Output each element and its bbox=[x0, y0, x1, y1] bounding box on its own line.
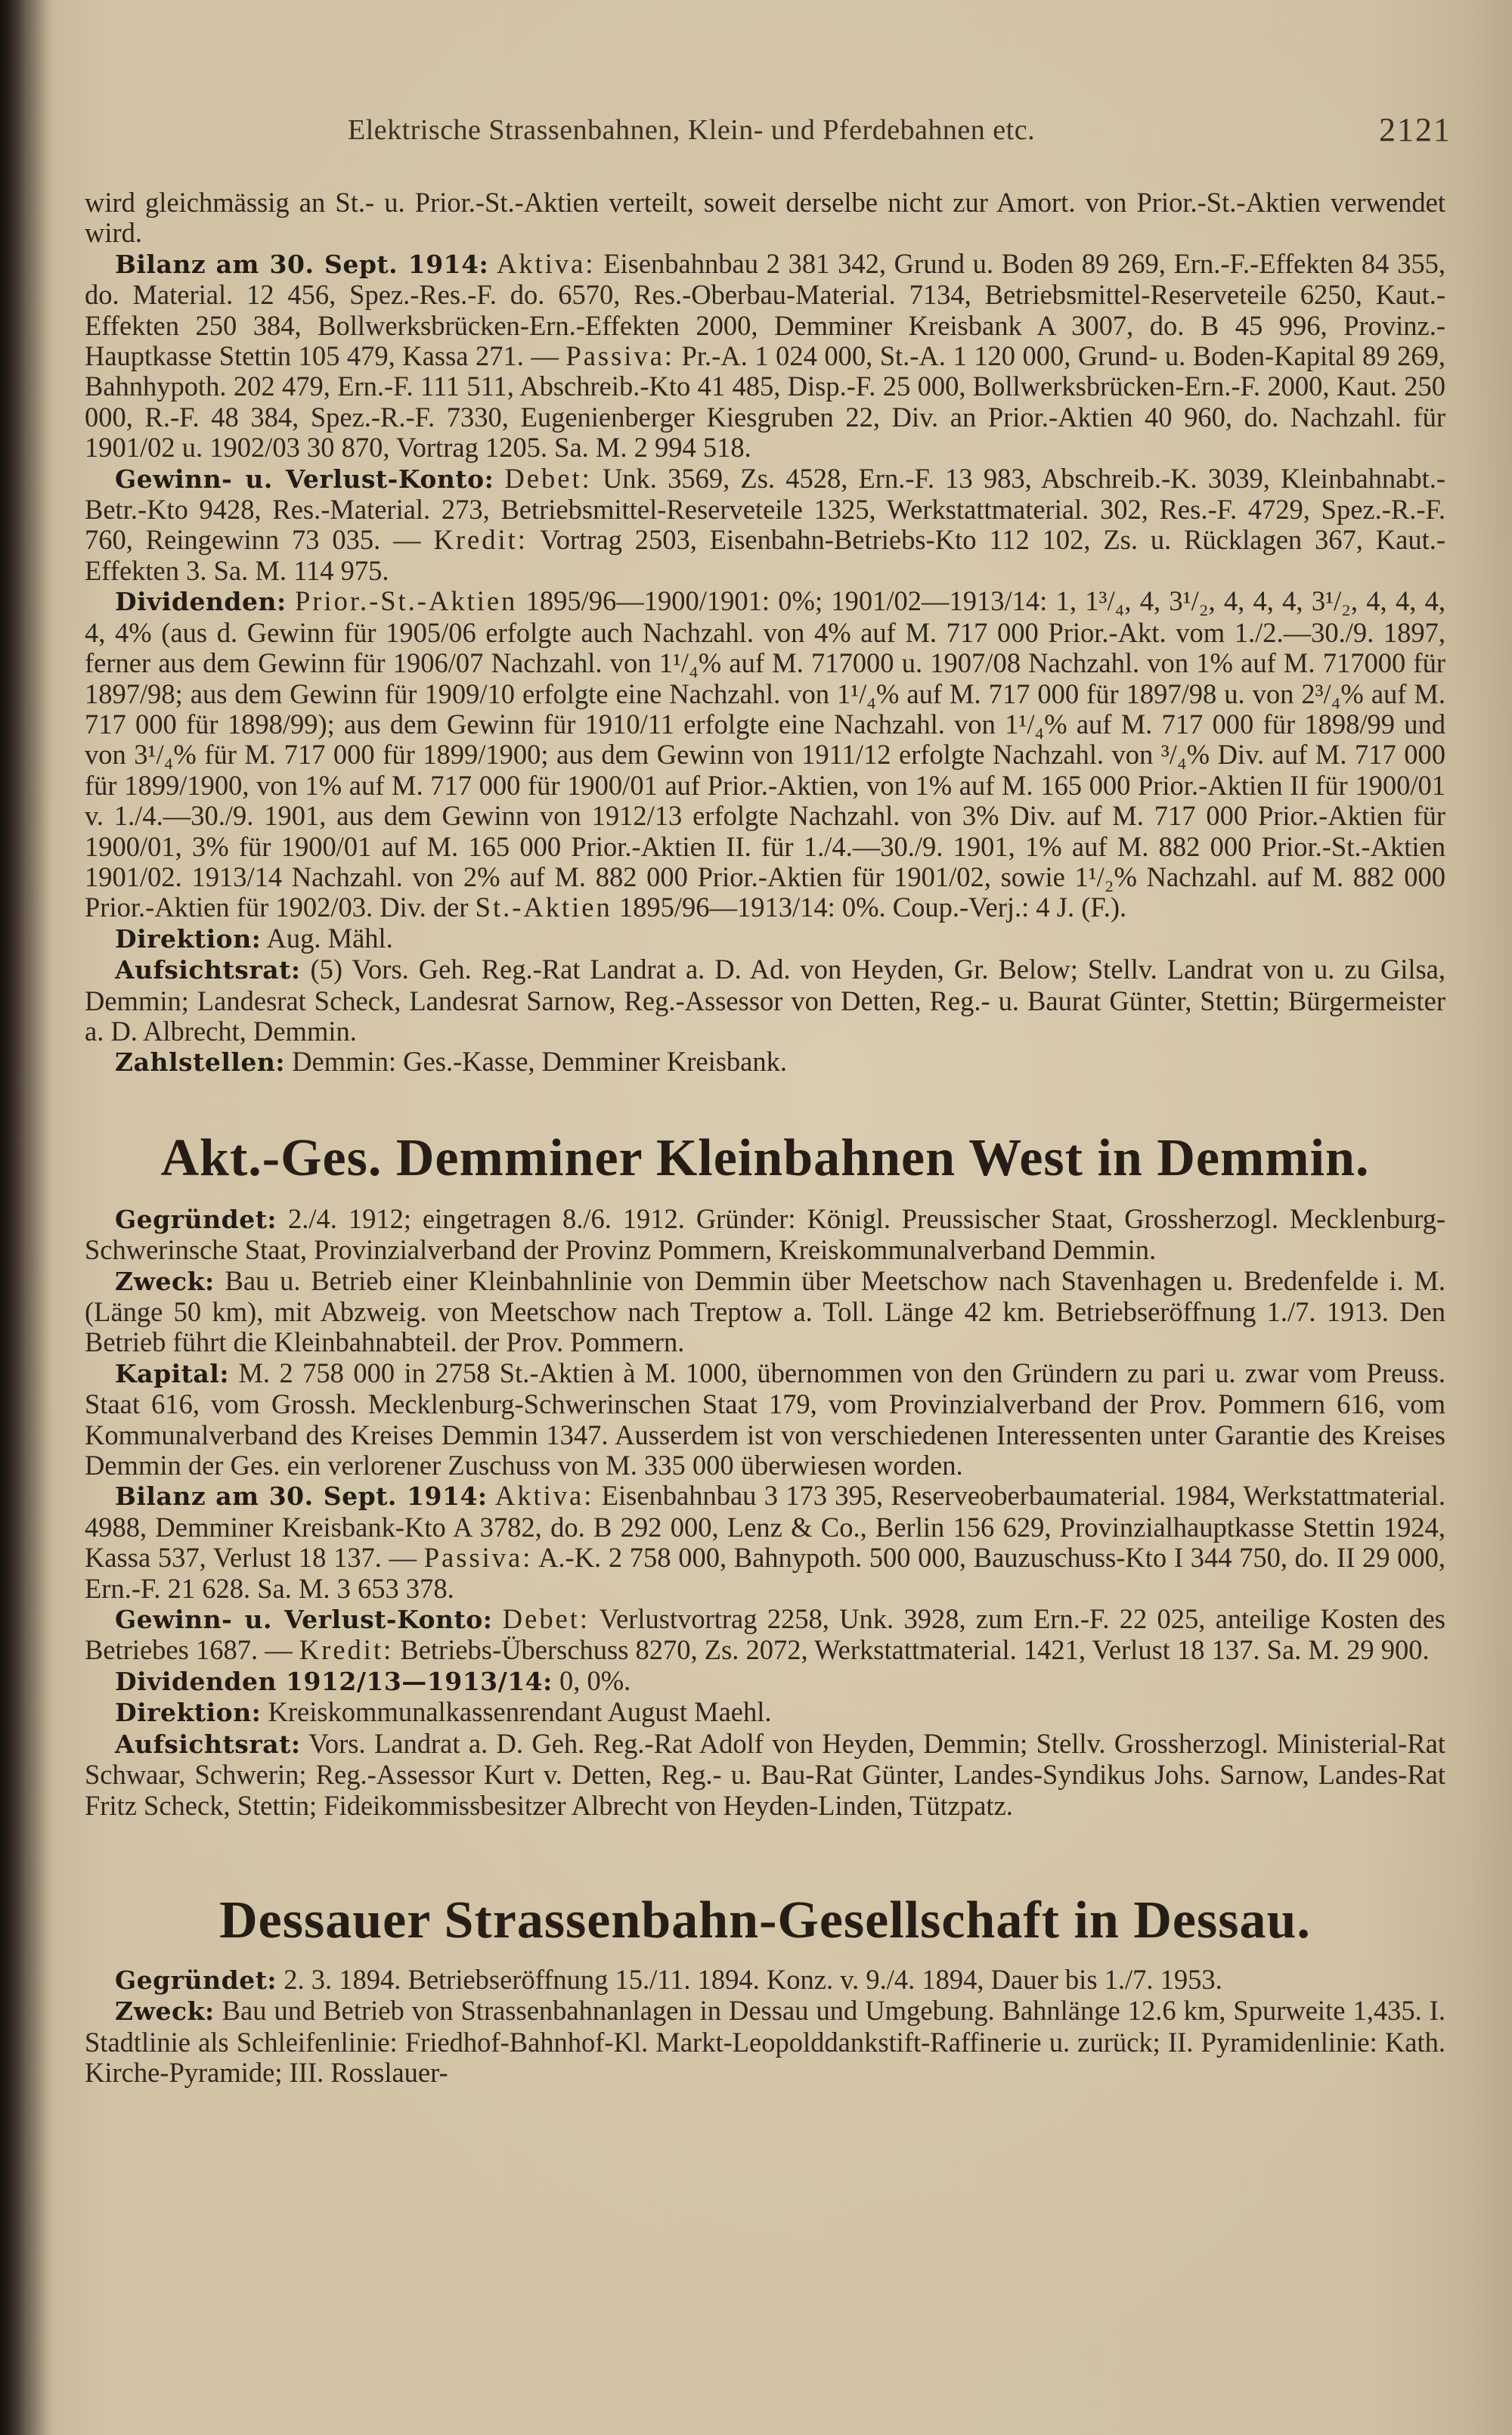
direktion-paragraph bbox=[85, 1697, 1445, 1728]
zweck-paragraph bbox=[85, 1996, 1445, 2088]
passiva-text: Pr.-A. 1 024 000, St.-A. 1 120 000, Grund- u. Boden-Kapital 89 269, Bahnhypoth. 202 479, Ern.-F. 111 511, Abschreib.-Kto 41 485, Disp.-F. 25 000, Bollwerksbrücken-Ern.-F. 2000, Kaut. 250 000, R.-F. 48 384, Spez.-R.-F. 7330, Eugenienberger Kiesgruben 22, Div. an Prior.-Aktien 40 960, do. Nachzahl. für 1901/02 u. 1902/03 30 870, Vortrag 1205. Sa. M. 2 994 518. bbox=[85, 340, 1445, 464]
aufsichtsrat-text: Vors. Landrat a. D. Geh. Reg.-Rat Adolf von Heyden, Demmin; Stellv. Grossherzogl. Ministerial-Rat Schwaar, Schwerin; Reg.-Assessor Kurt v. Detten, Reg.- u. Bau-Rat Günter, Landes-Syndikus Johs. Sarnow, Landes-Rat Fritz Scheck, Stettin; Fideikommissbesitzer Albrecht von Heyden-Linden, Tützpatz. bbox=[85, 1727, 1445, 1821]
dividenden-label: Dividenden 1912/13—1913/14: bbox=[115, 1666, 553, 1696]
company-title-demminer: Akt.-Ges. Demminer Kleinbahnen West in Demmin. bbox=[160, 1128, 1370, 1187]
running-title: Elektrische Strassenbahnen, Klein- und Pferdebahnen etc. bbox=[348, 114, 1036, 146]
gewinn-paragraph bbox=[85, 464, 1445, 587]
zahlstellen-paragraph bbox=[85, 1047, 1445, 1078]
bilanz-label: Bilanz am 30. Sept. 1914: bbox=[115, 249, 489, 279]
zweck-label: Zweck: bbox=[115, 1996, 215, 2027]
zweck-text: Bau und Betrieb von Strassenbahnanlagen in Dessau und Umgebung. Bahnlänge 12.6 km, Spurweite 1,435. I. Stadtlinie als Schleifenlinie: Friedhof-Bahnhof-Kl. Markt-Leopolddankstift-Raffinerie u. zurück; II. Pyramidenlinie: Kath. Kirche-Pyramide; III. Rosslauer- bbox=[85, 1995, 1445, 2089]
aufsichtsrat-label: Aufsichtsrat: bbox=[115, 955, 301, 985]
gegruendet-paragraph bbox=[85, 1965, 1445, 1996]
zweck-label: Zweck: bbox=[115, 1266, 215, 1296]
kredit-text: Betriebs-Überschuss 8270, Zs. 2072, Werkstattmaterial. 1421, Verlust 18 137. Sa. M. 29 900. bbox=[400, 1634, 1430, 1666]
continuation-paragraph: wird gleichmässig an St.- u. Prior.-St.-Aktien verteilt, soweit derselbe nicht zur Amort. von Prior.-St.-Aktien verwendet wird. bbox=[85, 188, 1445, 249]
debet-label: Debet: bbox=[502, 1603, 590, 1635]
zweck-paragraph bbox=[85, 1266, 1445, 1358]
bilanz-paragraph bbox=[85, 249, 1445, 464]
gegruendet-text: 2./4. 1912; eingetragen 8./6. 1912. Gründer: Königl. Preussischer Staat, Grossherzogl. Mecklenburg-Schwerinsche Staat, Provinzialverband der Provinz Pommern, Kreiskommunalverband Demmin. bbox=[85, 1202, 1445, 1266]
gegruendet-paragraph bbox=[85, 1204, 1445, 1266]
dividenden-paragraph bbox=[85, 1666, 1445, 1697]
debet-text: Verlustvortrag 2258, Unk. 3928, zum Ern.-F. 22 025, anteilige Kosten des Betriebes 1687. — bbox=[85, 1603, 1445, 1666]
kredit-text: Vortrag 2503, Eisenbahn-Betriebs-Kto 112 102, Zs. u. Rücklagen 367, Kaut.-Effekten 3. Sa. M. 114 975. bbox=[85, 524, 1445, 586]
direktion-paragraph bbox=[85, 923, 1445, 954]
direktion-text: Aug. Mähl. bbox=[266, 922, 393, 954]
direktion-label: Direktion: bbox=[115, 1698, 262, 1728]
prior-st-aktien-label: Prior.-St.-Aktien bbox=[294, 585, 518, 617]
zahlstellen-label: Zahlstellen: bbox=[115, 1047, 286, 1078]
gewinn-paragraph bbox=[85, 1604, 1445, 1666]
zweck-text: Bau u. Betrieb einer Kleinbahnlinie von Demmin über Meetschow nach Stavenhagen u. Bredenfelde i. M. (Länge 50 km), mit Abzweig. von Meetschow nach Treptow a. Toll. Länge 42 km. Betriebseröffnung 1./7. 1913. Den Betrieb führt die Kleinbahnabteil. der Prov. Pommern. bbox=[85, 1264, 1445, 1358]
bilanz-paragraph bbox=[85, 1481, 1445, 1604]
kredit-label: Kredit: bbox=[433, 524, 528, 556]
dividenden-text: 1895/96—1900/1901: 0%; 1901/02—1913/14: 1, 1³/₄, 4, 3¹/₂, 4, 4, 4, 3¹/₂, 4, 4, 4, 4, 4% (aus d. Gewinn für 1905/06 erfolgte auch Nachzahl. von 4% auf M. 717 000 Prior.-Akt. vom 1./2.—30./9. 1897, ferner aus dem Gewinn für 1906/07 Nachzahl. von 1¹/₄% auf M. 717000 u. 1907/08 Nachzahl. von 1% auf M. 717000 für 1897/98; aus dem Gewinn für 1909/10 erfolgte eine Nachzahl. von 1¹/₄% auf M. 717 000 für 1897/98 u. von 2³/₄% auf M. 717 000 für 1898/99); aus dem Gewinn für 1910/11 erfolgte eine Nachzahl. von 1¹/₄% auf M. 717 000 für 1898/99 und von 3¹/₄% für M. 717 000 für 1899/1900; aus dem Gewinn von 1911/12 erfolgte Nachzahl. von ³/₄% Div. auf M. 717 000 für 1899/1900, von 1% auf M. 717 000 für 1900/01 auf Prior.-Aktien, von 1% auf M. 165 000 Prior.-Aktien II für 1900/01 v. 1./4.—30./9. 1901, aus dem Gewinn von 1912/13 erfolgte Nachzahl. von 3% Div. auf M. 717 000 Prior.-Aktien für 1900/01, 3% für 1900/01 auf M. 165 000 Prior.-Aktien II. für 1./4.—30./9. 1901, 1% auf M. 882 000 Prior.-St.-Aktien 1901/02. 1913/14 Nachzahl. von 2% auf M. 882 000 Prior.-Aktien für 1901/02, sowie 1¹/₂% Nachzahl. auf M. 882 000 Prior.-Aktien für 1902/03. Div. der bbox=[85, 585, 1445, 923]
aufsichtsrat-paragraph bbox=[85, 1729, 1445, 1821]
debet-label: Debet: bbox=[504, 462, 592, 494]
st-aktien-label: St.-Aktien bbox=[475, 892, 612, 923]
kredit-label: Kredit: bbox=[299, 1634, 394, 1666]
passiva-text: A.-K. 2 758 000, Bahnypoth. 500 000, Bauzuschuss-Kto I 344 750, do. II 29 000, Ern.-F. 21 628. Sa. M. 3 653 378. bbox=[85, 1542, 1445, 1604]
bilanz-label: Bilanz am 30. Sept. 1914: bbox=[115, 1481, 488, 1512]
gegruendet-text: 2. 3. 1894. Betriebseröffnung 15./11. 1894. Konz. v. 9./4. 1894, Dauer bis 1./7. 1953. bbox=[284, 1963, 1222, 1995]
aufsichtsrat-paragraph bbox=[85, 954, 1445, 1047]
zahlstellen-text: Demmin: Ges.-Kasse, Demminer Kreisbank. bbox=[292, 1046, 787, 1078]
book-binding-shadow bbox=[0, 0, 53, 2435]
aktiva-label: Aktiva: bbox=[494, 1480, 594, 1512]
direktion-text: Kreiskommunalkassenrendant August Maehl. bbox=[268, 1696, 772, 1728]
gewinn-label: Gewinn- u. Verlust-Konto: bbox=[115, 1605, 493, 1635]
dividenden-text: 0, 0%. bbox=[559, 1664, 631, 1696]
debet-text: Unk. 3569, Zs. 4528, Ern.-F. 13 983, Abschreib.-K. 3039, Kleinbahnabt.-Betr.-Kto 9428, Res.-Material. 273, Betriebsmittel-Reserveteile 1325, Werkstattmaterial. 302, Res.-F. 4729, Spez.-R.-F. 760, Reingewinn 73 035. — bbox=[85, 462, 1445, 556]
page-header bbox=[83, 113, 1452, 159]
aktiva-text: Eisenbahnbau 3 173 395, Reserveoberbaumaterial. 1984, Werkstattmaterial. 4988, Demminer Kreisbank-Kto A 3782, do. B 292 000, Lenz & Co., Berlin 156 629, Provinzialhauptkasse Stettin 1924, Kassa 537, Verlust 18 137. — bbox=[85, 1480, 1445, 1574]
kapital-label: Kapital: bbox=[115, 1358, 230, 1388]
kapital-text: M. 2 758 000 in 2758 St.-Aktien à M. 1000, übernommen von den Gründern zu pari u. zwar vom Preuss. Staat 616, vom Grossh. Mecklenburg-Schwerinschen Staat 179, vom Provinzialverband der Prov. Pommern 616, vom Kommunalverband des Kreises Demmin 1347. Ausserdem ist von verschiedenen Interessenten unter Garantie des Kreises Demmin der Ges. ein verlorener Zuschuss von M. 335 000 überwiesen worden. bbox=[85, 1357, 1445, 1481]
aufsichtsrat-label: Aufsichtsrat: bbox=[115, 1729, 301, 1759]
kapital-paragraph bbox=[85, 1358, 1445, 1481]
company-title-dessauer: Dessauer Strassenbahn-Gesellschaft in Dessau. bbox=[219, 1891, 1311, 1950]
aufsichtsrat-text: (5) Vors. Geh. Reg.-Rat Landrat a. D. Ad. von Heyden, Gr. Below; Stellv. Landrat von u. zu Gilsa, Demmin; Landesrat Scheck, Landesrat Sarnow, Reg.-Assessor von Detten, Reg.- u. Baurat Günter, Stettin; Bürgermeister a. D. Albrecht, Demmin. bbox=[85, 954, 1445, 1047]
gegruendet-label: Gegründet: bbox=[115, 1204, 277, 1234]
aktiva-text: Eisenbahnbau 2 381 342, Grund u. Boden 89 269, Ern.-F.-Effekten 84 355, do. Material. 12 456, Spez.-Res.-F. do. 6570, Res.-Oberbau-Material. 7134, Betriebsmittel-Reserveteile 6250, Kaut.-Effekten 250 384, Bollwerksbrücken-Ern.-Effekten 2000, Demminer Kreisbank A 3007, do. B 45 996, Provinz.-Hauptkasse Stettin 105 479, Kassa 271. — bbox=[85, 247, 1445, 372]
aktiva-label: Aktiva: bbox=[497, 247, 596, 279]
page-content bbox=[85, 188, 1445, 2411]
gegruendet-label: Gegründet: bbox=[115, 1965, 277, 1995]
dividenden-text-2: 1895/96—1913/14: 0%. Coup.-Verj.: 4 J. (F.). bbox=[618, 892, 1127, 923]
dividenden-label: Dividenden: bbox=[115, 587, 287, 617]
direktion-label: Direktion: bbox=[115, 923, 262, 954]
passiva-label: Passiva: bbox=[423, 1542, 533, 1574]
page-number: 2121 bbox=[1379, 111, 1452, 148]
dividenden-paragraph bbox=[85, 586, 1445, 923]
passiva-label: Passiva: bbox=[565, 340, 675, 372]
gewinn-label: Gewinn- u. Verlust-Konto: bbox=[115, 464, 494, 494]
